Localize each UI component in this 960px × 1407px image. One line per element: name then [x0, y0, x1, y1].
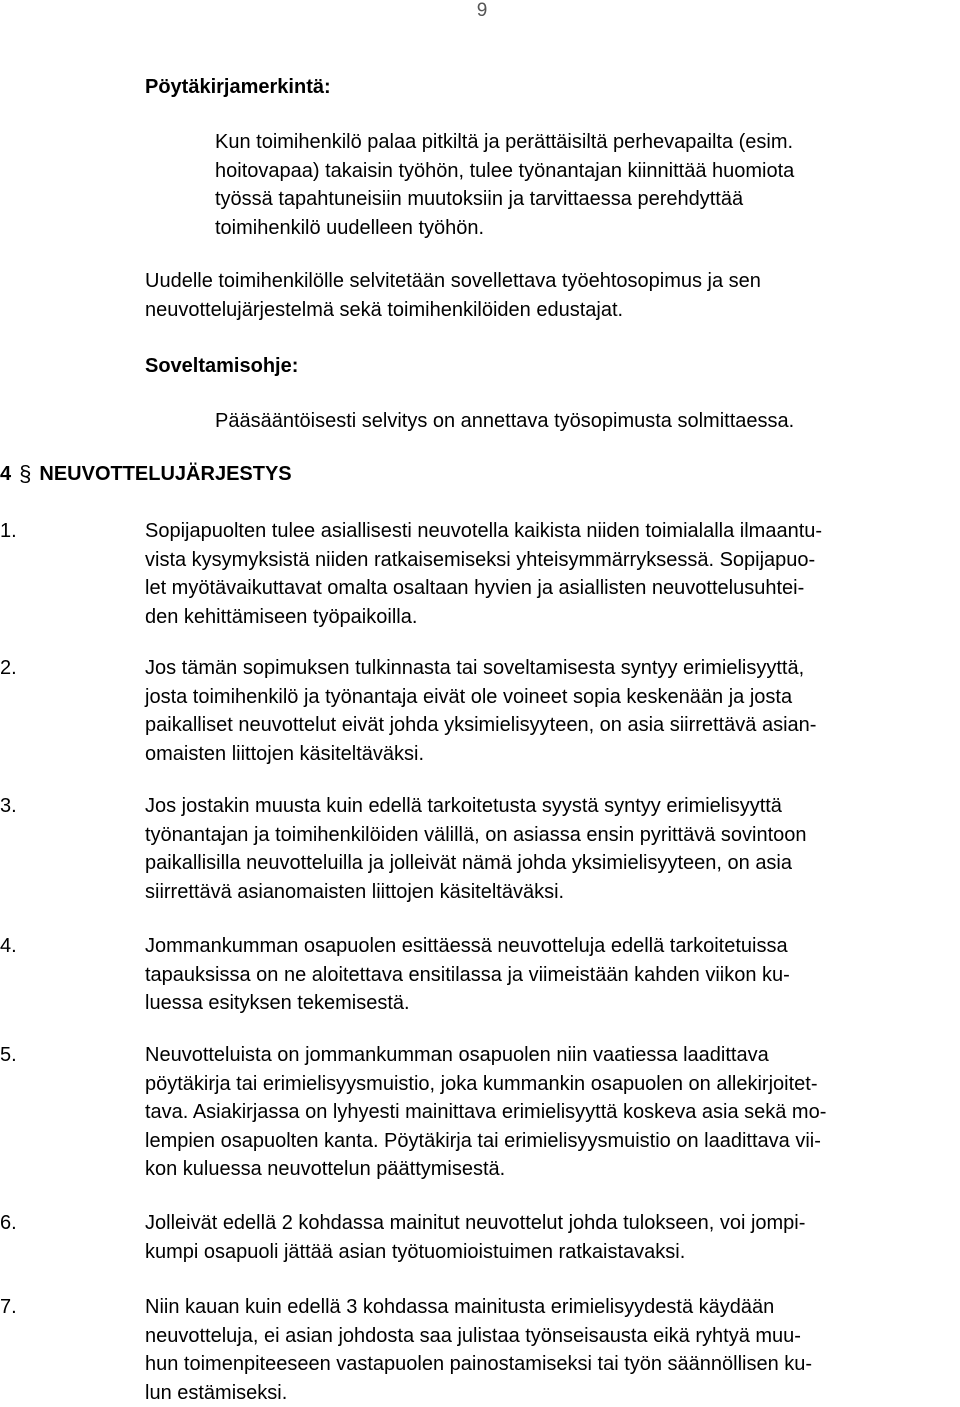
text-line: tava. Asiakirjassa on lyhyesti mainittava erimielisyyttä koskeva asia sekä mo- — [145, 1098, 826, 1127]
text-line: neuvotteluja, ei asian johdosta saa julistaa työnseisausta eikä ryhtyä muu- — [145, 1322, 812, 1351]
text-line: Niin kauan kuin edellä 3 kohdassa mainitusta erimielisyydestä käydään — [145, 1293, 812, 1322]
text-line: omaisten liittojen käsiteltäväksi. — [145, 740, 816, 769]
text-line: paikallisilla neuvotteluilla ja jolleivät nämä johda yksimielisyyteen, on asia — [145, 849, 807, 878]
list-item — [145, 517, 822, 631]
list-item — [145, 1209, 805, 1266]
text-line: Jolleivät edellä 2 kohdassa mainitut neuvottelut johda tulokseen, voi jompi- — [145, 1209, 805, 1238]
text-line: toimihenkilö uudelleen työhön. — [215, 214, 794, 243]
text-line: hoitovapaa) takaisin työhön, tulee työnantajan kiinnittää huomiota — [215, 157, 794, 186]
item-number: 4. — [0, 932, 17, 961]
text-line: Jos jostakin muusta kuin edellä tarkoitetusta syystä syntyy erimielisyyttä — [145, 792, 807, 821]
text-line: Jommankumman osapuolen esittäessä neuvotteluja edellä tarkoitetuissa — [145, 932, 790, 961]
list-item — [145, 1041, 826, 1184]
item-number: 3. — [0, 792, 17, 821]
list-item — [145, 654, 816, 768]
text-line: den kehittämiseen työpaikoilla. — [145, 603, 822, 632]
text-line: pöytäkirja tai erimielisyysmuistio, joka kummankin osapuolen on allekirjoitet- — [145, 1070, 826, 1099]
section-title: NEUVOTTELUJÄRJESTYS — [39, 460, 291, 488]
text-line: Kun toimihenkilö palaa pitkiltä ja perättäisiltä perhevapailta (esim. — [215, 128, 794, 157]
section-sign-icon: § — [19, 463, 31, 485]
application-guide-heading: Soveltamisohje: — [145, 354, 298, 378]
text-line: Neuvotteluista on jommankumman osapuolen niin vaatiessa laadittava — [145, 1041, 826, 1070]
text-line: let myötävaikuttavat omalta osaltaan hyvien ja asiallisten neuvottelusuhtei- — [145, 574, 822, 603]
text-line: josta toimihenkilö ja työnantaja eivät ole voineet sopia keskenään ja josta — [145, 683, 816, 712]
protocol-note-indented-text — [215, 128, 794, 242]
item-number: 5. — [0, 1041, 17, 1070]
item-number: 1. — [0, 517, 17, 546]
text-line: lun estämiseksi. — [145, 1379, 812, 1407]
list-item — [145, 932, 790, 1018]
list-item — [145, 792, 807, 906]
item-number: 2. — [0, 654, 17, 683]
text-line: neuvottelujärjestelmä sekä toimihenkilöiden edustajat. — [145, 296, 761, 325]
text-line: työssä tapahtuneisiin muutoksiin ja tarvittaessa perehdyttää — [215, 185, 794, 214]
text-line: Jos tämän sopimuksen tulkinnasta tai soveltamisesta syntyy erimielisyyttä, — [145, 654, 816, 683]
page-number: 9 — [0, 0, 960, 22]
text-line: Pääsääntöisesti selvitys on annettava työsopimusta solmittaessa. — [215, 407, 794, 436]
text-line: tapauksissa on ne aloitettava ensitilassa ja viimeistään kahden viikon ku- — [145, 961, 790, 990]
text-line: kon kuluessa neuvottelun päättymisestä. — [145, 1155, 826, 1184]
protocol-note-paragraph — [145, 267, 761, 324]
text-line: paikalliset neuvottelut eivät johda yksimielisyyteen, on asia siirrettävä asian- — [145, 711, 816, 740]
text-line: siirrettävä asianomaisten liittojen käsiteltäväksi. — [145, 878, 807, 907]
section-number: 4 — [0, 460, 11, 488]
item-number: 6. — [0, 1209, 17, 1238]
list-item — [145, 1293, 812, 1407]
protocol-note-heading: Pöytäkirjamerkintä: — [145, 75, 331, 99]
text-line: kumpi osapuoli jättää asian työtuomioistuimen ratkaistavaksi. — [145, 1238, 805, 1267]
text-line: vista kysymyksistä niiden ratkaisemiseksi yhteisymmärryksessä. Sopijapuo- — [145, 546, 822, 575]
text-line: Sopijapuolten tulee asiallisesti neuvotella kaikista niiden toimialalla ilmaantu- — [145, 517, 822, 546]
application-guide-text — [215, 407, 794, 436]
text-line: lempien osapuolten kanta. Pöytäkirja tai erimielisyysmuistio on laadittava vii- — [145, 1127, 826, 1156]
item-number: 7. — [0, 1293, 17, 1322]
text-line: työnantajan ja toimihenkilöiden välillä, on asiassa ensin pyrittävä sovintoon — [145, 821, 807, 850]
section-heading — [0, 460, 292, 488]
text-line: Uudelle toimihenkilölle selvitetään sovellettava työehtosopimus ja sen — [145, 267, 761, 296]
text-line: hun toimenpiteeseen vastapuolen painostamiseksi tai työn säännöllisen ku- — [145, 1350, 812, 1379]
text-line: luessa esityksen tekemisestä. — [145, 989, 790, 1018]
